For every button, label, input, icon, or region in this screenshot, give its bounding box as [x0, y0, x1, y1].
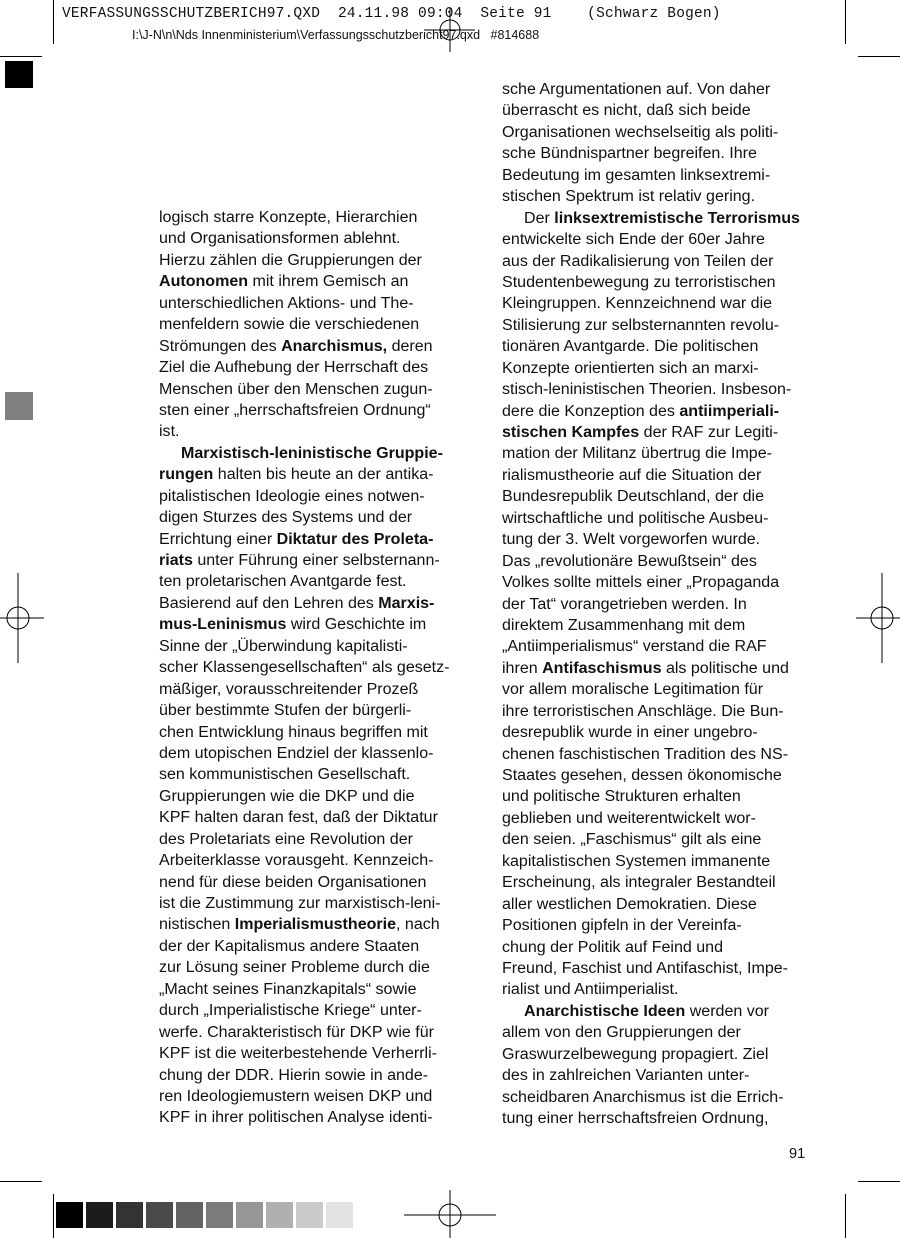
- line-text: der RAF zur Legiti-: [639, 423, 779, 441]
- line-text: menfeldern sowie die verschiedenen: [159, 315, 420, 334]
- line-text: scher Klassengesellschaften“ als gesetz-: [159, 658, 450, 677]
- text-line: [159, 679, 450, 700]
- line-text: wird Geschichte im: [286, 615, 427, 634]
- text-line: [159, 1086, 450, 1107]
- text-line: [159, 636, 450, 657]
- line-text: werden vor: [685, 1001, 770, 1020]
- line-text: dere die Konzeption des: [502, 401, 680, 420]
- text-line: [502, 551, 800, 572]
- line-text: chenen faschistischen Tradition des NS-: [502, 744, 789, 763]
- page-number: 91: [789, 1146, 806, 1162]
- line-text: Kleingruppen. Kennzeichnend war die: [502, 294, 773, 313]
- line-text: tionären Avantgarde. Die politischen: [502, 337, 759, 356]
- text-line: [502, 143, 800, 164]
- bold-term: Anarchistische Ideen: [524, 1001, 686, 1020]
- line-text: Stilisierung zur selbsternannten revolu-: [502, 315, 780, 334]
- file-path: I:\J-N\n\Nds Innenministerium\Verfassungsschutzbericht97.qxd #814688: [132, 28, 540, 42]
- line-text: des Proletariats eine Revolution der: [159, 829, 413, 848]
- line-text: der der Kapitalismus andere Staaten: [159, 936, 420, 955]
- line-text: des in zahlreichen Varianten unter-: [502, 1066, 750, 1085]
- line-text: direktem Zusammenhang mit dem: [502, 615, 746, 634]
- text-line: [159, 314, 450, 335]
- line-text: Erscheinung, als integraler Bestandteil: [502, 873, 776, 892]
- line-text: Das „revolutionäre Bewußtsein“ des: [502, 551, 757, 570]
- left-text-column: [159, 207, 450, 1129]
- line-text: aller westlichen Demokratien. Diese: [502, 894, 757, 913]
- line-text: pitalistischen Ideologie eines notwen-: [159, 486, 425, 505]
- text-line: [502, 658, 800, 679]
- line-text: logisch starre Konzepte, Hierarchien: [159, 208, 418, 226]
- line-text: der Tat“ vorangetrieben werden. In: [502, 594, 747, 613]
- line-text: überrascht es nicht, daß sich beide: [502, 101, 751, 120]
- line-text: ren Ideologiemustern weisen DKP und: [159, 1086, 433, 1105]
- text-line: [502, 272, 800, 293]
- line-text: sche Bündnispartner begreifen. Ihre: [502, 144, 757, 163]
- crop-mark-bottom-left-h: [0, 1181, 42, 1182]
- line-text: Errichtung einer: [159, 529, 277, 548]
- text-line: [159, 743, 450, 764]
- gray-swatch: [266, 1202, 293, 1228]
- bold-term: Antifaschismus: [542, 658, 662, 677]
- line-text: allem von den Gruppierungen der: [502, 1023, 741, 1042]
- text-line: [159, 421, 450, 442]
- line-text: geblieben und weiterentwickelt wor-: [502, 808, 756, 827]
- line-text: zur Lösung seiner Probleme durch die: [159, 958, 430, 977]
- line-text: Der: [524, 208, 555, 227]
- text-line: [502, 829, 800, 850]
- text-line: [502, 401, 800, 422]
- text-line: [159, 550, 450, 571]
- text-line: [502, 1044, 800, 1065]
- text-line: [159, 464, 450, 485]
- text-line: [502, 722, 800, 743]
- text-line: [159, 1022, 450, 1043]
- text-line: [502, 594, 800, 615]
- text-line: [502, 251, 800, 272]
- line-text: Staates gesehen, dessen ökonomische: [502, 766, 782, 784]
- line-text: chen Entwicklung hinaus begriffen mit: [159, 722, 428, 741]
- line-text: chung der Politik auf Feind und: [502, 937, 724, 956]
- line-text: ist.: [159, 422, 180, 441]
- line-text: Positionen gipfeln in der Vereinfa-: [502, 916, 742, 935]
- line-text: durch „Imperialistische Kriege“ unter-: [159, 1001, 422, 1020]
- line-text: Menschen über den Menschen zugun-: [159, 379, 433, 398]
- text-line: [502, 508, 800, 529]
- text-line: [502, 1022, 800, 1043]
- bold-term: Marxistisch-leninistische Gruppie-: [181, 443, 443, 462]
- line-text: und Organisationsformen ablehnt.: [159, 229, 401, 248]
- line-text: Organisationen wechselseitig als politi-: [502, 122, 779, 141]
- text-line: [159, 1000, 450, 1021]
- line-text: dem utopischen Endziel der klassenlo-: [159, 743, 434, 762]
- text-line: [159, 786, 450, 807]
- line-text: Freund, Faschist und Antifaschist, Impe-: [502, 958, 789, 977]
- line-text: entwickelte sich Ende der 60er Jahre: [502, 230, 765, 249]
- crop-mark-bottom-right-h: [858, 1181, 900, 1182]
- text-line: [502, 851, 800, 872]
- text-line: [502, 122, 800, 143]
- line-text: stisch-leninistischen Theorien. Insbeson-: [502, 380, 792, 399]
- line-text: desrepublik wurde in einer ungebro-: [502, 723, 758, 742]
- line-text: scheidbaren Anarchismus ist die Errich-: [502, 1087, 784, 1106]
- text-line: [502, 529, 800, 550]
- text-line: [159, 957, 450, 978]
- text-line: [502, 422, 800, 443]
- text-line: [502, 679, 800, 700]
- text-line: [502, 443, 800, 464]
- text-line: [159, 379, 450, 400]
- text-line: [159, 722, 450, 743]
- text-line: [502, 229, 800, 250]
- line-text: kapitalistischen Systemen immanente: [502, 851, 771, 870]
- bold-term: Autonomen: [159, 272, 249, 291]
- text-line: [502, 465, 800, 486]
- text-line: [159, 486, 450, 507]
- text-line: [159, 529, 450, 550]
- gray-swatch: [236, 1202, 263, 1228]
- text-line: [159, 829, 450, 850]
- text-line: [502, 379, 800, 400]
- line-text: vor allem moralische Legitimation für: [502, 680, 764, 699]
- crop-mark-top-right-v: [845, 0, 846, 44]
- black-marker-square: [5, 61, 33, 88]
- line-text: den seien. „Faschismus“ gilt als eine: [502, 830, 762, 849]
- text-line: [159, 657, 450, 678]
- line-text: rialist und Antiimperialist.: [502, 980, 679, 999]
- text-line: [159, 850, 450, 871]
- line-text: tung der 3. Welt vorgeworfen wurde.: [502, 530, 761, 549]
- line-text: Graswurzelbewegung propagiert. Ziel: [502, 1044, 769, 1063]
- registration-mark-right-icon: [856, 573, 900, 663]
- text-line: [159, 1065, 450, 1086]
- gray-swatch: [146, 1202, 173, 1228]
- line-text: ihre terroristischen Anschläge. Die Bun-: [502, 701, 784, 720]
- line-text: Ziel die Aufhebung der Herrschaft des: [159, 358, 429, 377]
- line-text: sche Argumentationen auf. Von daher: [502, 80, 771, 98]
- text-line: [159, 571, 450, 592]
- line-text: sten einer „herrschaftsfreien Ordnung“: [159, 400, 431, 419]
- text-line: [159, 914, 450, 935]
- text-line: [159, 893, 450, 914]
- gray-swatch: [206, 1202, 233, 1228]
- line-text: Arbeiterklasse vorausgeht. Kennzeich-: [159, 851, 434, 870]
- text-line: [502, 1087, 800, 1108]
- text-line: [502, 808, 800, 829]
- line-text: , nach: [396, 915, 440, 934]
- text-line: [502, 293, 800, 314]
- text-line: [159, 1043, 450, 1064]
- gray-swatch: [56, 1202, 83, 1228]
- registration-mark-left-icon: [0, 573, 44, 663]
- gray-swatch: [116, 1202, 143, 1228]
- line-text: ist die Zustimmung zur marxistisch-leni-: [159, 894, 441, 912]
- crop-mark-top-left-h: [0, 56, 42, 57]
- text-line: [502, 979, 800, 1000]
- line-text: über bestimmte Stufen der bürgerli-: [159, 701, 412, 720]
- line-text: Konzepte orientierten sich an marxi-: [502, 358, 759, 377]
- line-text: aus der Radikalisierung von Teilen der: [502, 251, 774, 270]
- crop-mark-bottom-left-v: [53, 1194, 54, 1238]
- line-text: Hierzu zählen die Gruppierungen der: [159, 250, 422, 269]
- line-text: unterschiedlichen Aktions- und The-: [159, 293, 414, 312]
- line-text: deren: [387, 336, 433, 355]
- gray-marker-square: [5, 392, 33, 420]
- text-line: [502, 765, 800, 786]
- bold-term: rungen: [159, 465, 214, 484]
- text-line: [502, 937, 800, 958]
- bold-term: Imperialismustheorie: [234, 915, 397, 934]
- text-line: [159, 271, 450, 292]
- line-text: chung der DDR. Hierin sowie in ande-: [159, 1065, 429, 1084]
- line-text: Volkes sollte mittels einer „Propaganda: [502, 573, 780, 592]
- registration-mark-bottom-icon: [404, 1190, 496, 1238]
- line-text: Bundesrepublik Deutschland, der die: [502, 487, 765, 506]
- text-line: [502, 208, 800, 229]
- gray-swatch: [296, 1202, 323, 1228]
- text-line: [502, 872, 800, 893]
- text-line: [159, 228, 450, 249]
- text-line: [159, 507, 450, 528]
- crop-mark-bottom-right-v: [845, 1194, 846, 1238]
- text-line: [502, 572, 800, 593]
- text-line: [159, 1107, 450, 1128]
- grayscale-control-strip: [56, 1202, 356, 1228]
- text-line: [502, 486, 800, 507]
- line-text: „Macht seines Finanzkapitals“ sowie: [159, 979, 417, 998]
- text-line: [159, 807, 450, 828]
- registration-mark-top-icon: [425, 8, 475, 52]
- line-text: mäßiger, vorausschreitender Prozeß: [159, 679, 419, 698]
- line-text: „Antiimperialismus“ verstand die RAF: [502, 637, 767, 656]
- bold-term: Marxis-: [378, 593, 435, 612]
- crop-mark-top-left-v: [53, 0, 54, 44]
- line-text: Studentenbewegung zu terroristischen: [502, 272, 776, 291]
- text-line: [502, 786, 800, 807]
- line-text: tung einer herrschaftsfreien Ordnung,: [502, 1109, 769, 1127]
- text-line: [502, 79, 800, 100]
- bold-term: riats: [159, 551, 193, 569]
- text-line: [502, 186, 800, 207]
- line-text: rialismustheorie auf die Situation der: [502, 465, 762, 484]
- line-text: Sinne der „Überwindung kapitalisti-: [159, 636, 408, 655]
- line-text: unter Führung einer selbsternann-: [192, 551, 440, 569]
- text-line: [502, 615, 800, 636]
- line-text: und politische Strukturen erhalten: [502, 787, 741, 806]
- text-line: [159, 207, 450, 228]
- line-text: KPF in ihrer politischen Analyse identi-: [159, 1108, 433, 1127]
- line-text: wirtschaftliche und politische Ausbeu-: [502, 508, 769, 527]
- text-line: [502, 894, 800, 915]
- bold-term: Diktatur des Proleta-: [276, 529, 434, 548]
- crop-mark-top-right-h: [858, 56, 900, 57]
- text-line: [159, 357, 450, 378]
- text-line: [502, 165, 800, 186]
- line-text: Strömungen des: [159, 336, 282, 355]
- text-line: [159, 443, 450, 464]
- text-line: [502, 315, 800, 336]
- line-text: Gruppierungen wie die DKP und die: [159, 786, 415, 805]
- line-text: mation der Militanz übertrug die Impe-: [502, 444, 772, 463]
- line-text: werfe. Charakteristisch für DKP wie für: [159, 1022, 434, 1041]
- text-line: [159, 400, 450, 421]
- bold-term: antiimperiali-: [679, 401, 780, 420]
- line-text: Bedeutung im gesamten linksextremi-: [502, 165, 771, 184]
- line-text: ihren: [502, 658, 543, 677]
- line-text: Basierend auf den Lehren des: [159, 593, 379, 612]
- line-text: als politische und: [661, 658, 789, 677]
- gray-swatch: [176, 1202, 203, 1228]
- text-line: [502, 636, 800, 657]
- text-line: [159, 293, 450, 314]
- line-text: nistischen: [159, 915, 235, 934]
- text-line: [159, 764, 450, 785]
- text-line: [502, 1065, 800, 1086]
- text-line: [502, 915, 800, 936]
- text-line: [159, 872, 450, 893]
- text-line: [502, 100, 800, 121]
- text-line: [159, 250, 450, 271]
- line-text: digen Sturzes des Systems und der: [159, 508, 413, 527]
- bold-term: Anarchismus,: [281, 336, 388, 355]
- bold-term: mus-Leninismus: [159, 615, 287, 634]
- bold-term: linksextremistische Terrorismus: [554, 208, 800, 227]
- text-line: [502, 701, 800, 722]
- line-text: KPF halten daran fest, daß der Diktatur: [159, 808, 438, 827]
- text-line: [159, 700, 450, 721]
- line-text: halten bis heute an der antika-: [213, 465, 434, 484]
- bold-term: stischen Kampfes: [502, 423, 640, 441]
- line-text: mit ihrem Gemisch an: [248, 272, 409, 291]
- print-slug: VERFASSUNGSSCHUTZBERICH97.QXD 24.11.98 09:04 Seite 91 (Schwarz Bogen): [62, 6, 721, 22]
- line-text: sen kommunistischen Gesellschaft.: [159, 765, 411, 784]
- text-line: [159, 614, 450, 635]
- text-line: [502, 1001, 800, 1022]
- line-text: nend für diese beiden Organisationen: [159, 872, 427, 891]
- text-line: [502, 336, 800, 357]
- text-line: [159, 593, 450, 614]
- line-text: stischen Spektrum ist relativ gering.: [502, 187, 756, 206]
- text-line: [502, 744, 800, 765]
- text-line: [159, 979, 450, 1000]
- gray-swatch: [326, 1202, 353, 1228]
- text-line: [502, 958, 800, 979]
- text-line: [159, 336, 450, 357]
- right-text-column: [502, 79, 800, 1129]
- text-line: [159, 936, 450, 957]
- line-text: ten proletarischen Avantgarde fest.: [159, 572, 407, 591]
- text-line: [502, 1108, 800, 1129]
- line-text: KPF ist die weiterbestehende Verherrli-: [159, 1044, 438, 1063]
- gray-swatch: [86, 1202, 113, 1228]
- text-line: [502, 358, 800, 379]
